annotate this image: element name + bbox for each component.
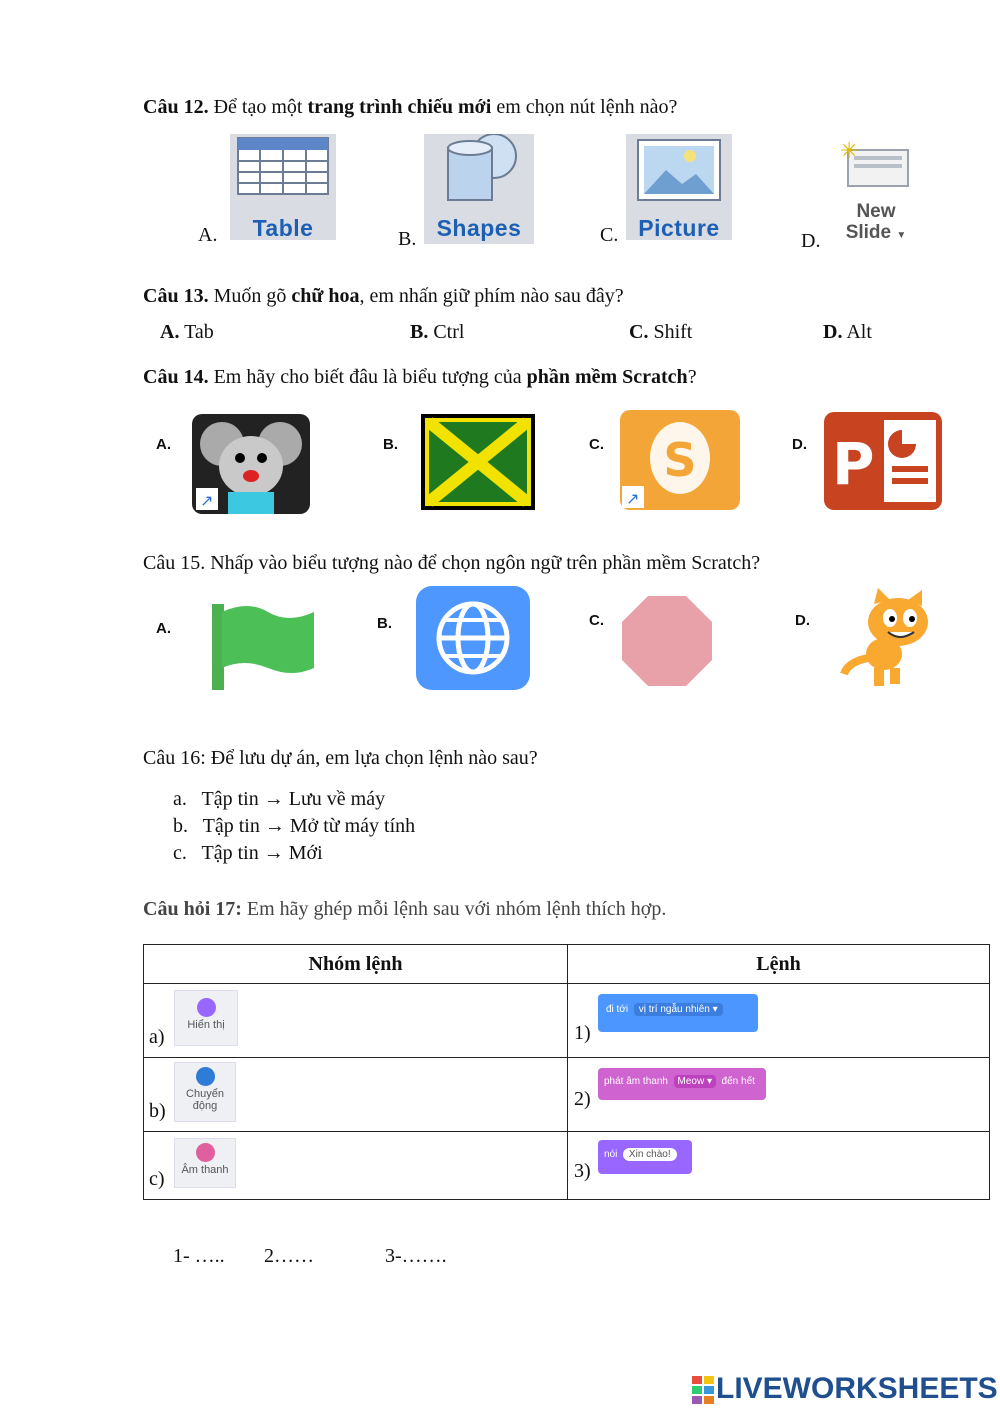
category-label: Hiển thị (187, 1019, 225, 1031)
block-dropdown[interactable]: vị trí ngẫu nhiên ▾ (634, 1003, 723, 1016)
lws-logo-text: LIVEWORKSHEETS (716, 1372, 998, 1405)
q13-option-c: C. Shift (629, 321, 693, 343)
liveworksheets-logo (692, 1372, 998, 1406)
q16-option-b: b. Tập tin → Mở từ máy tính (173, 815, 416, 837)
q15-option-d-label: D. (795, 612, 810, 629)
new-slide-label-line2: Slide ▼ (845, 222, 907, 243)
block-text: đi tới (606, 1004, 629, 1015)
globe-icon[interactable] (416, 586, 530, 690)
category-label-line1: Chuyển (186, 1088, 224, 1100)
q15-option-a-label: A. (156, 620, 171, 637)
svg-text:↗: ↗ (626, 489, 640, 508)
category-label: Âm thanh (181, 1164, 229, 1176)
mouse-icon[interactable] (192, 414, 310, 514)
block-dropdown[interactable]: Meow ▾ (674, 1075, 716, 1088)
q12-option-b-label: B. (398, 228, 417, 250)
block-go-to[interactable] (598, 994, 758, 1032)
new-slide-label-line1: New (856, 201, 896, 222)
table-icon (230, 134, 336, 214)
lws-logo-icon (692, 1374, 716, 1404)
shapes-button[interactable] (424, 134, 534, 244)
scratch-cat-icon[interactable] (838, 588, 938, 688)
question-12: Câu 12. Để tạo một trang trình chiếu mới em chọn nút lệnh nào? (143, 96, 678, 118)
table-button-label: Table (252, 215, 314, 241)
block-input[interactable]: Xin chào! (623, 1148, 677, 1161)
question-13: Câu 13. Muốn gõ chữ hoa, em nhấn giữ phím nào sau đây? (143, 285, 624, 307)
answer-blank-2[interactable]: 2…… (264, 1245, 314, 1267)
row-label-a: a) (149, 1026, 165, 1048)
column-header-command: Lệnh (568, 945, 990, 984)
category-chuyen-dong[interactable] (174, 1062, 236, 1122)
row-label-2: 2) (574, 1088, 591, 1110)
table-row (144, 984, 990, 1058)
block-text-tail: đến hết (721, 1076, 755, 1087)
column-header-group: Nhóm lệnh (144, 945, 568, 984)
category-label-line2: động (192, 1100, 218, 1112)
q16-option-a: a. Tập tin → Lưu về máy (173, 788, 386, 810)
q14-option-d-label: D. (792, 436, 807, 453)
category-dot-icon (197, 998, 216, 1017)
q14-option-b-label: B. (383, 436, 398, 453)
block-say[interactable] (598, 1140, 692, 1174)
stop-sign-icon[interactable] (620, 594, 714, 688)
arrow-right-icon: → (264, 815, 285, 837)
scratch-icon[interactable] (620, 410, 740, 510)
arrow-right-icon: → (263, 788, 284, 810)
q15-option-b-label: B. (377, 615, 392, 632)
svg-text:↗: ↗ (200, 491, 214, 510)
q16-option-c: c. Tập tin → Mới (173, 842, 323, 864)
q14-option-c-label: C. (589, 436, 604, 453)
x-box-icon[interactable] (419, 412, 537, 512)
q12-option-d-label: D. (801, 230, 821, 252)
shapes-button-label: Shapes (436, 215, 522, 241)
svg-text:✳: ✳ (840, 139, 859, 164)
green-flag-icon[interactable] (208, 598, 318, 694)
q14-option-a-label: A. (156, 436, 171, 453)
scratch-icon-glyph: S (663, 433, 697, 487)
shapes-icon (424, 134, 534, 214)
table-row (144, 1132, 990, 1200)
q12-option-c-label: C. (600, 224, 619, 246)
answer-blank-3[interactable]: 3-……. (385, 1245, 447, 1267)
q13-option-d: D. Alt (823, 321, 872, 343)
question-16: Câu 16: Để lưu dự án, em lựa chọn lệnh nào sau? (143, 747, 538, 769)
q12-option-a-label: A. (198, 224, 218, 246)
category-dot-icon (196, 1067, 215, 1086)
question-15: Câu 15. Nhấp vào biểu tượng nào để chọn ngôn ngữ trên phần mềm Scratch? (143, 552, 761, 574)
arrow-right-icon: → (263, 842, 284, 864)
table-button[interactable] (230, 134, 336, 240)
table-row (144, 1058, 990, 1132)
chevron-down-icon: ▼ (896, 230, 907, 241)
question-17: Câu hỏi 17: Em hãy ghép mỗi lệnh sau với nhóm lệnh thích hợp. (143, 898, 667, 920)
block-text: nói (604, 1149, 618, 1160)
picture-icon (626, 134, 732, 214)
matching-table (143, 944, 990, 1200)
answer-blank-1[interactable]: 1- ….. (173, 1245, 225, 1267)
picture-button-label: Picture (638, 215, 720, 241)
powerpoint-icon-glyph: P (832, 430, 875, 498)
row-label-c: c) (149, 1168, 165, 1190)
picture-button[interactable] (626, 134, 732, 240)
q13-option-b: B. Ctrl (410, 321, 465, 343)
category-dot-icon (196, 1143, 215, 1162)
question-14: Câu 14. Em hãy cho biết đâu là biểu tượng của phần mềm Scratch? (143, 366, 697, 388)
row-label-3: 3) (574, 1160, 591, 1182)
q15-option-c-label: C. (589, 612, 604, 629)
new-slide-button[interactable] (830, 136, 922, 244)
block-play-sound[interactable] (598, 1068, 766, 1100)
new-slide-icon (830, 136, 922, 196)
row-label-1: 1) (574, 1022, 591, 1044)
category-hien-thi[interactable] (174, 990, 238, 1046)
powerpoint-icon[interactable] (824, 412, 942, 510)
row-label-b: b) (149, 1100, 166, 1122)
q13-option-a: A. Tab (160, 321, 214, 343)
category-am-thanh[interactable] (174, 1138, 236, 1188)
block-text: phát âm thanh (604, 1076, 668, 1087)
